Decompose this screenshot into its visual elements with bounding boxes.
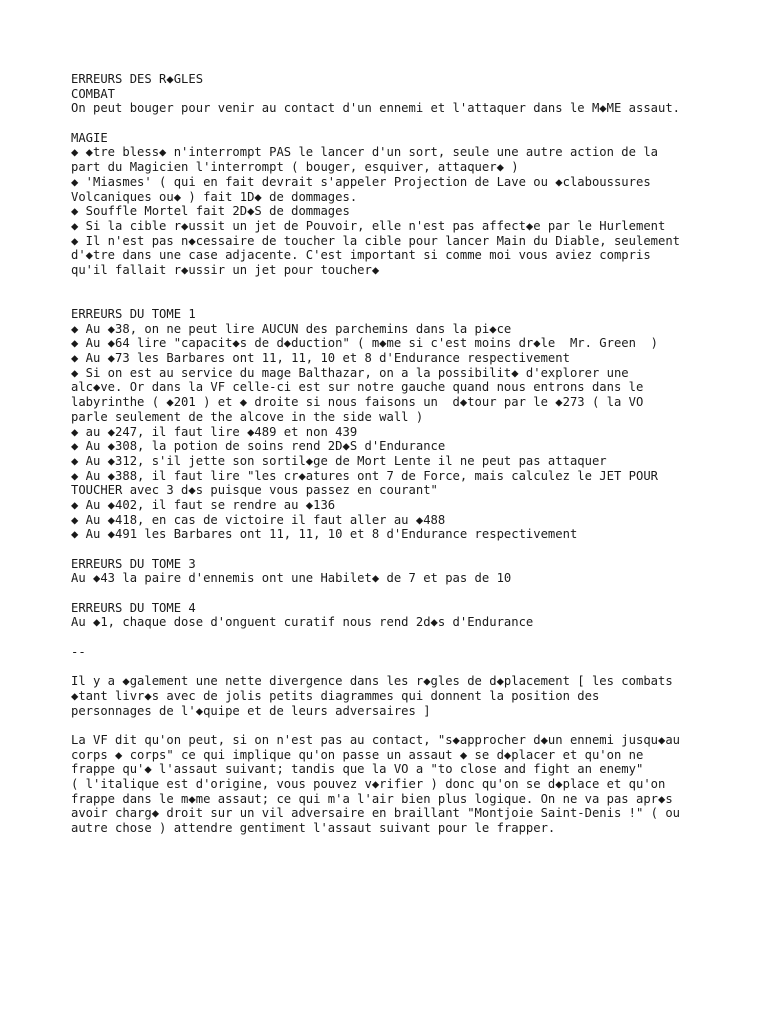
document-line: Il y a ◆galement une nette divergence dans les r◆gles de d◆placement [ les combats <box>71 674 673 689</box>
document-line: ◆ Si la cible r◆ussit un jet de Pouvoir, elle n'est pas affect◆e par le Hurlement <box>71 218 666 233</box>
document-line: ◆ Au ◆308, la potion de soins rend 2D◆S d'Endurance <box>71 439 446 454</box>
document-line: ◆tant livr◆s avec de jolis petits diagrammes qui donnent la position des <box>71 688 600 703</box>
document-line: ◆ Au ◆312, s'il jette son sortil◆ge de Mort Lente il ne peut pas attaquer <box>71 453 607 468</box>
document-line: ◆ Au ◆388, il faut lire "les cr◆atures ont 7 de Force, mais calculez le JET POUR <box>71 468 658 483</box>
document-line <box>71 278 751 293</box>
document-line: ◆ Souffle Mortel fait 2D◆S de dommages <box>71 204 350 219</box>
document-line: ERREURS DES R◆GLES <box>71 72 204 86</box>
document-line: labyrinthe ( ◆201 ) et ◆ droite si nous faisons un d◆tour par le ◆273 ( la VO <box>71 395 644 410</box>
document-line: qu'il fallait r◆ussir un jet pour toucher◆ <box>71 262 380 277</box>
document-line: ◆ Il n'est pas n◆cessaire de toucher la cible pour lancer Main du Diable, seulement <box>71 233 681 248</box>
document-line: On peut bouger pour venir au contact d'un ennemi et l'attaquer dans le M◆ME assaut. <box>71 101 681 116</box>
document-line: frappe qu'◆ l'assaut suivant; tandis que la VO a "to close and fight an enemy" <box>71 762 644 777</box>
document-line: ◆ Au ◆64 lire "capacit◆s de d◆duction" ( m◆me si c'est moins dr◆le Mr. Green ) <box>71 336 658 351</box>
document-line <box>71 630 751 645</box>
document-line: ◆ Au ◆73 les Barbares ont 11, 11, 10 et 8 d'Endurance respectivement <box>71 351 570 366</box>
document-line: personnages de l'◆quipe et de leurs adversaires ] <box>71 703 431 718</box>
document-line <box>71 660 751 675</box>
document-text <box>71 72 751 836</box>
document-line <box>71 542 751 557</box>
document-line: alc◆ve. Or dans la VF celle-ci est sur notre gauche quand nous entrons dans le <box>71 380 644 395</box>
document-line: ERREURS DU TOME 3 <box>71 556 196 571</box>
document-line: ◆ Si on est au service du mage Balthazar, on a la possibilit◆ d'explorer une <box>71 365 629 380</box>
document-line <box>71 718 751 733</box>
document-line: -- <box>71 644 86 659</box>
document-line: MAGIE <box>71 130 108 145</box>
document-line: d'◆tre dans une case adjacente. C'est important si comme moi vous aviez compris <box>71 248 651 263</box>
document-line: ◆ au ◆247, il faut lire ◆489 et non 439 <box>71 424 358 439</box>
document-line: part du Magicien l'interrompt ( bouger, esquiver, attaquer◆ ) <box>71 160 519 175</box>
document-line: parle seulement de the alcove in the side wall ) <box>71 409 424 424</box>
document-line: COMBAT <box>71 86 116 101</box>
document-line: ◆ 'Miasmes' ( qui en fait devrait s'appeler Projection de Lave ou ◆claboussures <box>71 174 651 189</box>
document-line: ◆ Au ◆402, il faut se rendre au ◆136 <box>71 497 336 512</box>
document-line: ◆ Au ◆418, en cas de victoire il faut aller au ◆488 <box>71 512 446 527</box>
document-line: ( l'italique est d'origine, vous pouvez v◆rifier ) donc qu'on se d◆place et qu'on <box>71 777 666 791</box>
document-line: Au ◆43 la paire d'ennemis ont une Habilet◆ de 7 et pas de 10 <box>71 571 512 586</box>
document-line <box>71 586 751 601</box>
document-line: corps ◆ corps" ce qui implique qu'on passe un assaut ◆ se d◆placer et qu'on ne <box>71 747 644 762</box>
document-line: TOUCHER avec 3 d◆s puisque vous passez en courant" <box>71 483 438 498</box>
document-line: frappe dans le m◆me assaut; ce qui m'a l'air bien plus logique. On ne va pas apr◆s <box>71 791 673 806</box>
document-line <box>71 292 751 307</box>
document-line: ◆ Au ◆491 les Barbares ont 11, 11, 10 et 8 d'Endurance respectivement <box>71 527 578 542</box>
document-line: ERREURS DU TOME 4 <box>71 600 196 615</box>
document-line: autre chose ) attendre gentiment l'assaut suivant pour le frapper. <box>71 821 556 836</box>
document-line: ERREURS DU TOME 1 <box>71 307 196 321</box>
document-line: Au ◆1, chaque dose d'onguent curatif nous rend 2d◆s d'Endurance <box>71 615 534 630</box>
document-line <box>71 116 751 131</box>
document-line: ◆ ◆tre bless◆ n'interrompt PAS le lancer d'un sort, seule une autre action de la <box>71 145 658 160</box>
document-line: Volcaniques ou◆ ) fait 1D◆ de dommages. <box>71 189 358 204</box>
document-line: ◆ Au ◆38, on ne peut lire AUCUN des parchemins dans la pi◆ce <box>71 321 512 336</box>
document-line: La VF dit qu'on peut, si on n'est pas au contact, "s◆approcher d◆un ennemi jusqu◆au <box>71 732 681 747</box>
document-line: avoir charg◆ droit sur un vil adversaire en braillant "Montjoie Saint-Denis !" ( ou <box>71 806 681 821</box>
